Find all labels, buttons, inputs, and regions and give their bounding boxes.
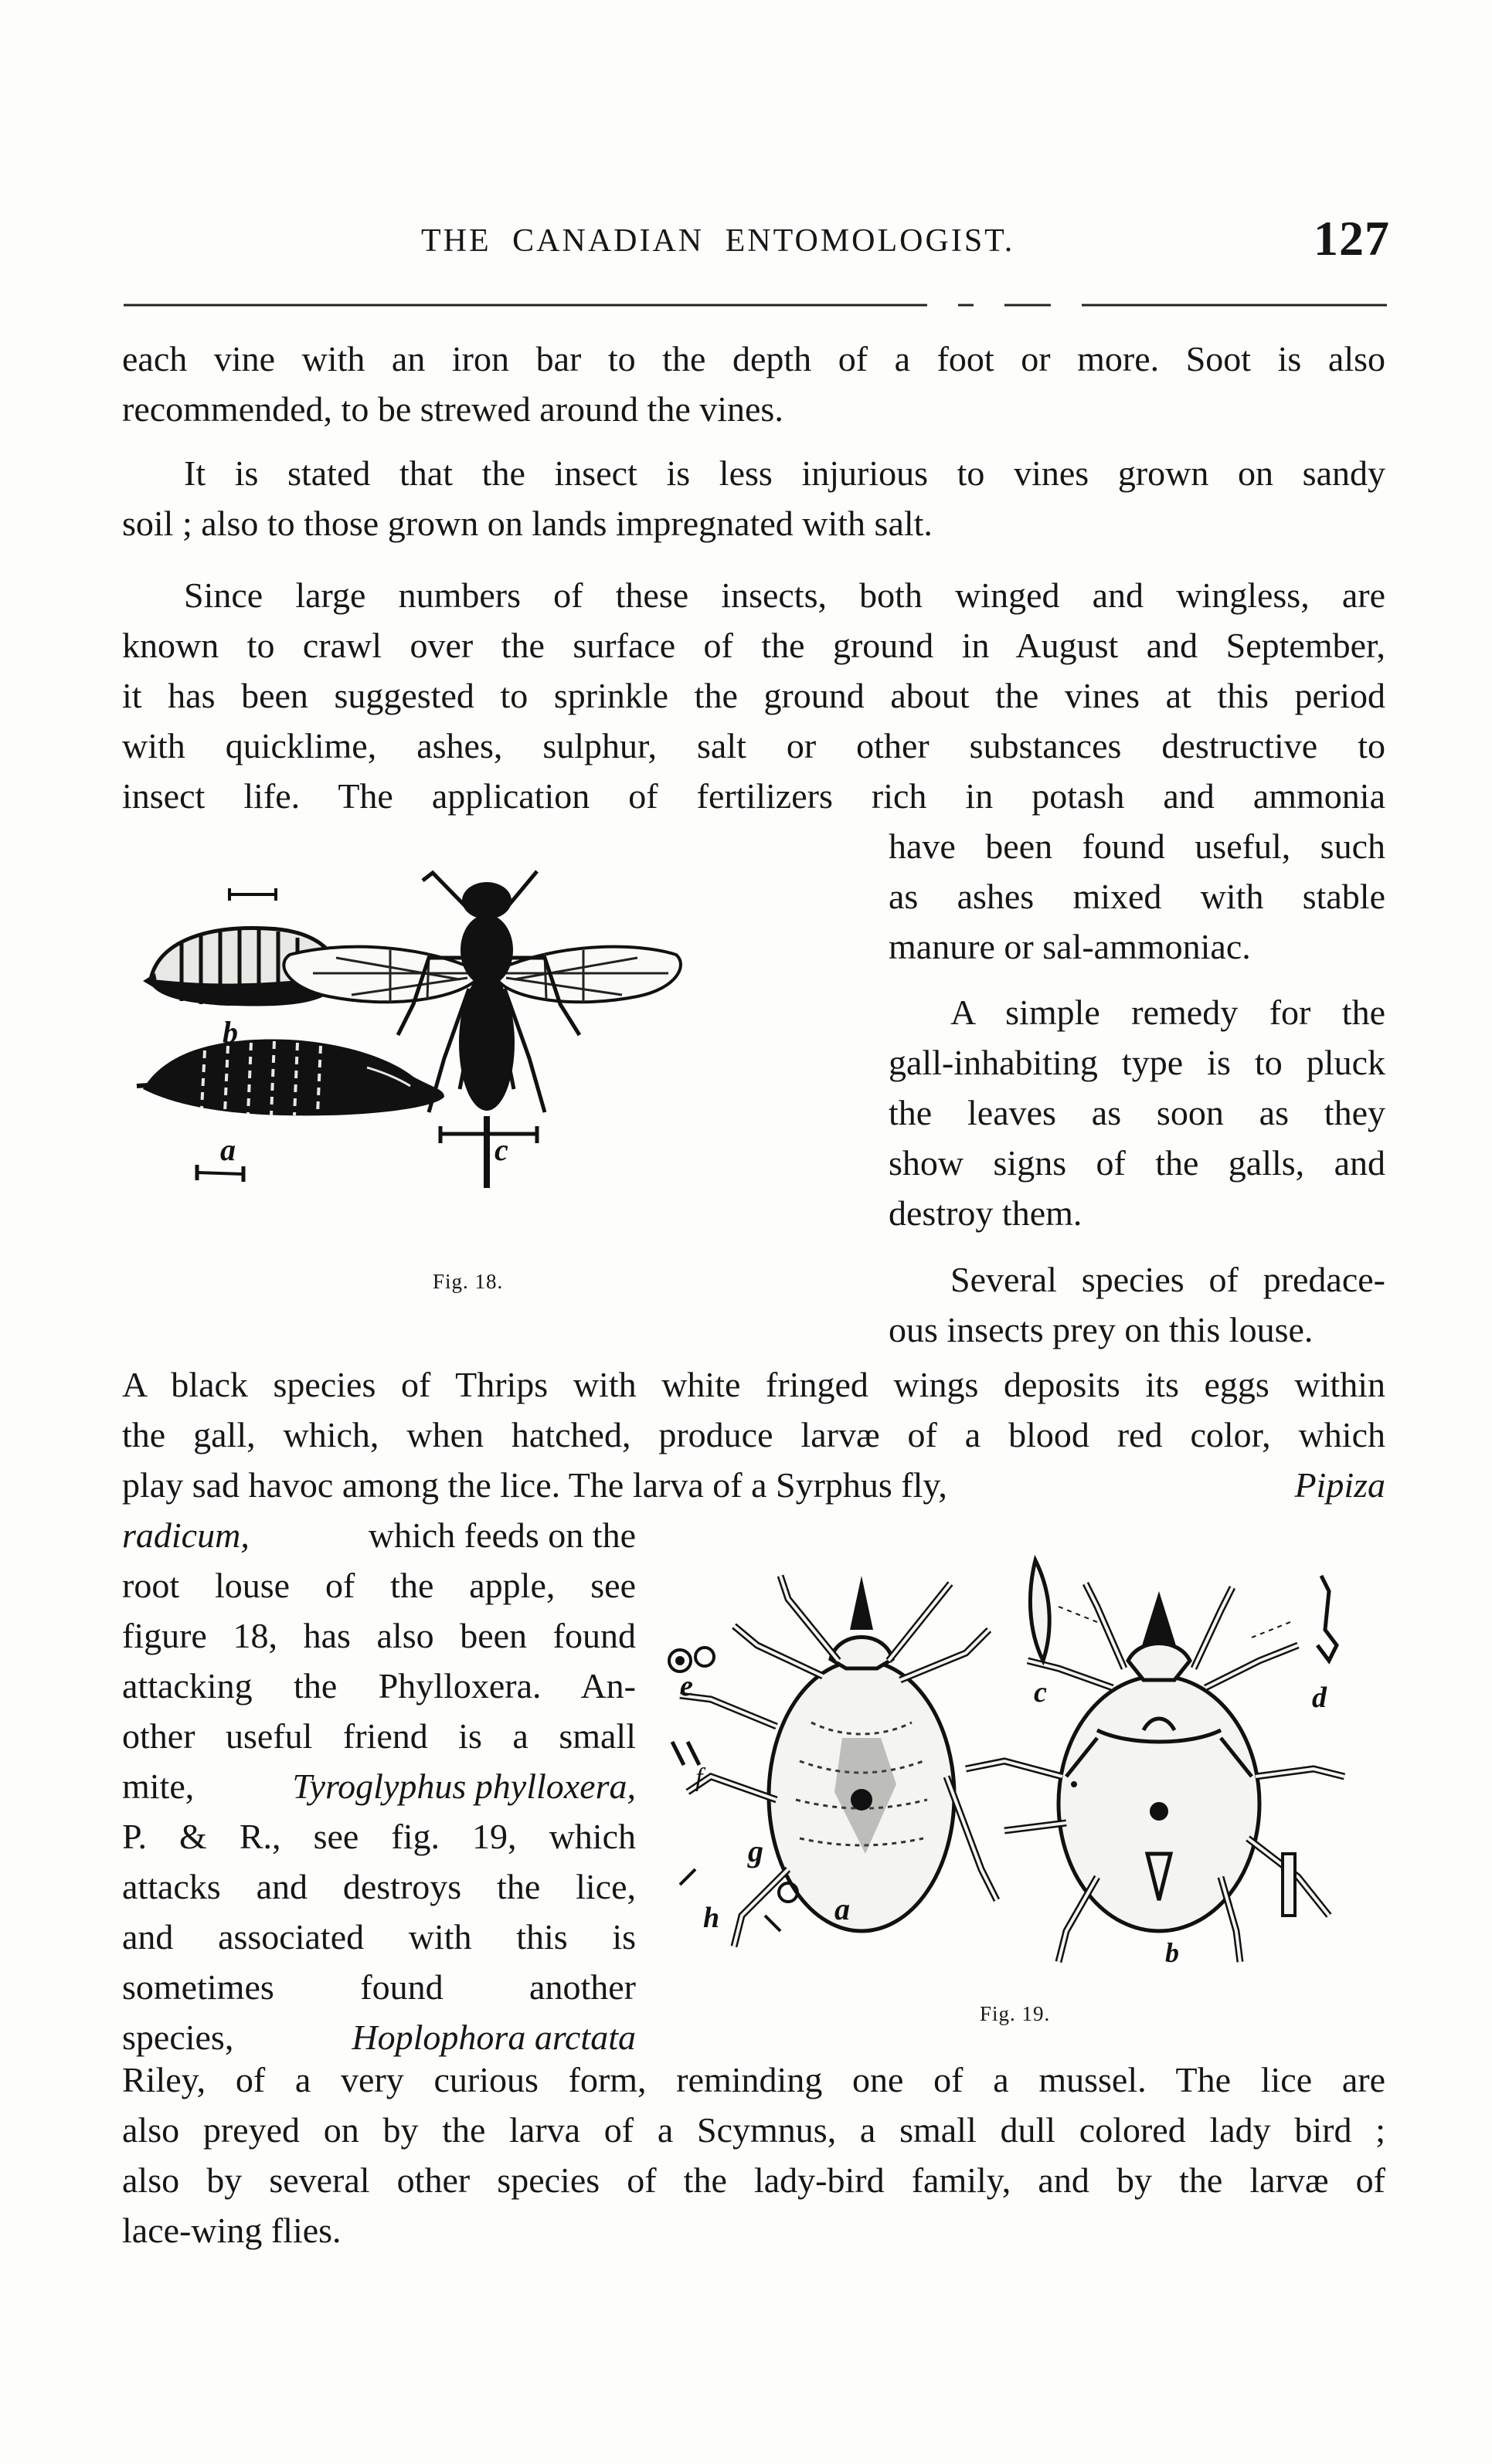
text-line: the leaves as soon as they: [889, 1093, 1385, 1132]
text-line: Several species of predace-: [950, 1260, 1385, 1299]
text-line: have been found useful, such: [889, 826, 1385, 866]
text-line: recommended, to be strewed around the vines.: [122, 389, 783, 429]
text-line: root louse of the apple, see: [122, 1566, 636, 1605]
fig19-label-f: f: [695, 1763, 703, 1792]
header-rule: [124, 303, 1387, 307]
fig19-label-a: a: [834, 1892, 850, 1926]
italic-species-name: Pipiza: [1294, 1465, 1385, 1505]
text-line: with quicklime, ashes, sulphur, salt or other substances destructive to: [122, 726, 1385, 765]
text-line: Since large numbers of these insects, both winged and wingless, are: [184, 575, 1385, 615]
italic-species-name: radicum,: [122, 1515, 250, 1555]
text-segment: mite,: [122, 1767, 195, 1806]
text-line: other useful friend is a small: [122, 1716, 636, 1756]
text-line: also by several other species of the lady-bird family, and by the larvæ of: [122, 2160, 1385, 2200]
text-line: as ashes mixed with stable: [889, 877, 1385, 916]
text-line: [122, 1460, 1385, 1510]
text-line: [122, 1510, 636, 1560]
text-line: destroy them.: [889, 1193, 1082, 1233]
running-head: [0, 211, 1492, 278]
text-line: also preyed on by the larva of a Scymnus, a small dull colored lady bird ;: [122, 2110, 1385, 2150]
larva-a-illustration: [137, 1039, 444, 1182]
paragraph-5: [122, 1359, 1385, 1510]
text-line: ous insects prey on this louse.: [889, 1310, 1314, 1349]
text-line: each vine with an iron bar to the depth of a foot or more. Soot is also: [122, 339, 1385, 378]
figure-19-caption: Fig. 19.: [980, 2002, 1051, 2025]
text-line: show signs of the galls, and: [889, 1143, 1385, 1183]
text-line: figure 18, has also been found: [122, 1616, 636, 1655]
fig18-label-a: a: [220, 1132, 236, 1167]
text-segment: which feeds on the: [368, 1515, 636, 1555]
text-line: the gall, which, when hatched, produce larvæ of a blood red color, which: [122, 1415, 1385, 1454]
text-line: sometimes found another: [122, 1967, 636, 2007]
paragraph-5-end: [122, 2055, 1385, 2255]
text-line: known to crawl over the surface of the ground in August and September,: [122, 626, 1385, 665]
paragraph-4: [889, 987, 1385, 1238]
text-line: P. & R., see fig. 19, which: [122, 1817, 636, 1856]
figure-18-caption: Fig. 18.: [433, 1270, 504, 1293]
page-number: 127: [1314, 211, 1390, 266]
mite-ventral-illustration: [966, 1560, 1344, 1962]
text-segment: species,: [122, 2018, 234, 2057]
fig19-label-g: g: [748, 1834, 763, 1868]
text-line: soil ; also to those grown on lands impregnated with salt.: [122, 504, 933, 543]
paragraph-1: [122, 334, 1385, 434]
text-line: manure or sal-ammoniac.: [889, 927, 1251, 966]
fig18-label-b: b: [223, 1015, 238, 1050]
figure-19: [664, 1545, 1391, 1993]
text-line: attacks and destroys the lice,: [122, 1867, 636, 1906]
text-line: and associated with this is: [122, 1917, 636, 1957]
paragraph-5-wrap: [889, 1254, 1385, 1355]
text-segment: play sad havoc among the lice. The larva of a Syrphus fly,: [122, 1465, 947, 1505]
running-title: THE CANADIAN ENTOMOLOGIST.: [421, 223, 1015, 259]
paragraph-3-wrap: [889, 821, 1385, 972]
text-line: attacking the Phylloxera. An-: [122, 1666, 636, 1705]
text-line: [122, 1761, 636, 1811]
fig19-label-c: c: [1034, 1676, 1047, 1709]
mite-dorsal-illustration: [669, 1576, 997, 1946]
fig19-label-e: e: [680, 1670, 693, 1702]
fig19-label-d: d: [1312, 1682, 1327, 1714]
text-line: Riley, of a very curious form, reminding one of a mussel. The lice are: [122, 2060, 1385, 2099]
text-line: lace-wing flies.: [122, 2211, 342, 2250]
fig19-label-b: b: [1165, 1937, 1179, 1968]
fig19-label-h: h: [703, 1902, 720, 1934]
paragraph-3: [122, 570, 1385, 821]
text-line: gall-inhabiting type is to pluck: [889, 1043, 1385, 1082]
text-line: A black species of Thrips with white fringed wings deposits its eggs within: [122, 1365, 1385, 1404]
paragraph-2: [122, 448, 1385, 548]
fly-c-illustration: [284, 871, 681, 1188]
text-line: it has been suggested to sprinkle the ground about the vines at this period: [122, 676, 1385, 715]
text-line: It is stated that the insect is less injurious to vines grown on sandy: [184, 453, 1385, 493]
text-line: A simple remedy for the: [950, 993, 1385, 1032]
italic-species-name: Hoplophora arctata: [352, 2018, 636, 2057]
paragraph-5-narrow: [122, 1510, 636, 2062]
italic-species-name: Tyroglyphus phylloxera,: [292, 1767, 636, 1806]
fig18-label-c: c: [495, 1132, 508, 1167]
figure-18: [135, 857, 692, 1274]
text-line: insect life. The application of fertilizers rich in potash and ammonia: [122, 776, 1385, 816]
